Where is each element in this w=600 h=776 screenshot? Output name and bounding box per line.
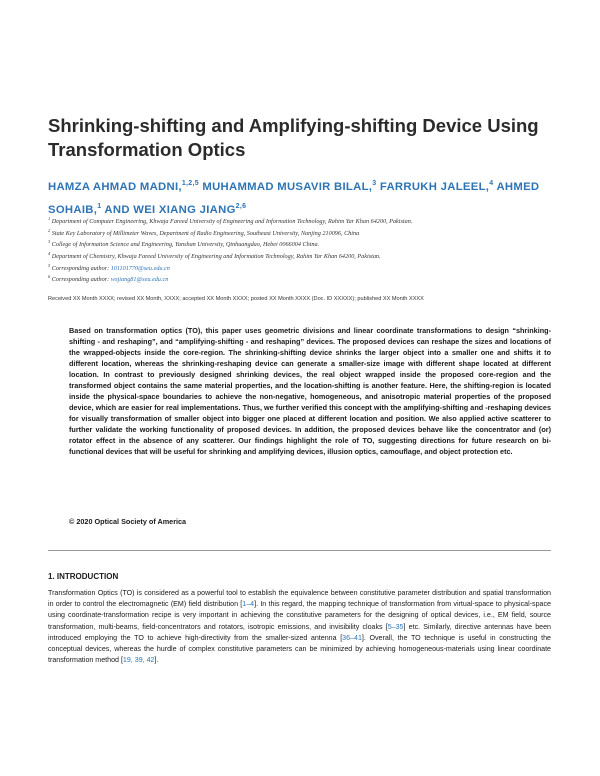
- author-name: MUHAMMAD MUSAVIR BILAL,: [202, 180, 373, 193]
- affiliation-item: [48, 273, 558, 285]
- intro-text: ] etc. Similarly, directive antennas have been introduced employing the TO to achieve high-directivity from the smaller-sized antenna [: [48, 622, 551, 642]
- author-name: HAMZA AHMAD MADNI,: [48, 180, 182, 193]
- author-name: FARRUKH JALEEL,: [379, 180, 490, 193]
- author-affiliation-marker: 1: [97, 202, 102, 210]
- affiliation-marker: 3: [48, 239, 51, 245]
- affiliation-text: Corresponding author:: [51, 264, 110, 272]
- author-affiliation-marker: 1,2,5: [181, 180, 199, 187]
- author-list: [48, 174, 568, 220]
- affiliation-marker: 5: [48, 262, 51, 268]
- citation-link[interactable]: 1–4: [242, 600, 255, 609]
- intro-text: ].: [154, 656, 159, 665]
- affiliation-list: [48, 215, 558, 285]
- author-affiliation-marker: 4: [489, 180, 494, 187]
- corresponding-email-link[interactable]: 101101770@seu.edu.cn: [110, 264, 170, 272]
- abstract: Based on transformation optics (TO), this paper uses geometric divisions and linear coordinate transformations to design “shrinking-shifting - and reshaping”, and “amplifying-shifting - and reshaping” devices. The proposed devices can reshape the sizes and locations of the wrapped-objects inside the core-region. The shrinking-shifting device shrinks the larger object into a smaller one and shifts it to different location, whereas the shrinking-reshaping device can generate a smaller-size image with different shape located at different location. In contrast to previously designed shrinking devices, the real object wrapped inside the proposed core-region and the transformed object contains the same material properties, and the location-shifting is another feature. Here, the shifting-region is located inside the physical-space boundaries to achieve the non-negative, homogeneous, and anisotropic material properties of the proposed device, which are easier for real implementations. Thus, we further verified this concept with the amplifying-shifting and -reshaping devices for visually transformation of smaller object into bigger one placed at different location and position. We also applied active scatterer to further validate the working functionality of proposed devices. In addition, the proposed devices behave like the concentrator and (or) rotator effect in the absence of any scatterer. Our findings highlight the role of TO, suggesting directions for future research on bi-functional devices that will be useful for shrinking and amplifying devices, illusion optics, camouflage, and object protection etc.: [69, 326, 551, 456]
- citation-link[interactable]: 36–41: [342, 633, 362, 642]
- affiliation-text: State Key Laboratory of Millimeter Waves, Department of Radio Engineering, Southeast University, Nanjing 210096, China: [51, 229, 360, 237]
- author-affiliation-marker: 3: [372, 180, 377, 187]
- author-name: AND WEI XIANG JIANG: [104, 203, 236, 216]
- citation-link[interactable]: 19, 39, 42: [122, 656, 155, 665]
- intro-text: ]. In this regard, the mapping technique of transformation from virtual-space to physical-space using coordinate-transformation recipe is very important in achieving the constitutive parameters for the designing of optical devices, i.e., EM field, source transformation, multi-beams, field-concentrators and rotators, isotropic emissions, and invisibility cloaks [: [48, 600, 551, 631]
- affiliation-marker: 6: [48, 274, 51, 280]
- affiliation-marker: 1: [48, 216, 51, 221]
- affiliation-marker: 2: [48, 227, 51, 233]
- affiliation-item: [48, 250, 558, 262]
- affiliation-marker: 4: [48, 250, 51, 256]
- affiliation-text: Department of Computer Engineering, Khwaja Fareed University of Engineering and Information Technology, Rahim Yar Khan 64200, Pakistan.: [51, 218, 413, 226]
- copyright-notice: © 2020 Optical Society of America: [69, 517, 187, 526]
- affiliation-text: Department of Chemistry, Khwaja Fareed University of Engineering and Information Technology, Rahim Yar Khan 64200, Pakistan.: [51, 253, 381, 261]
- intro-text: ]. Overall, the TO technique is useful in constructing the conceptual devices, whereas the hurdle of complex constitutive parameters can be minimized by achieving homogeneous-materials using linear coordinate transformation method [: [48, 633, 551, 665]
- affiliation-item: [48, 262, 558, 274]
- corresponding-email-link[interactable]: wxjiang81@seu.edu.cn: [110, 276, 169, 284]
- author-name: AHMED SOHAIB,: [48, 180, 540, 216]
- received-dates: Received XX Month XXXX; revised XX Month, XXXX; accepted XX Month XXXX; posted XX Month XXXX (Doc. ID XXXXX); published XX Month XXXX: [48, 296, 424, 302]
- author-affiliation-marker: 2,6: [235, 202, 247, 210]
- affiliation-item: [48, 227, 558, 239]
- affiliation-text: Corresponding author:: [51, 276, 110, 284]
- affiliation-item: [48, 238, 558, 250]
- section-divider: [48, 550, 551, 551]
- affiliation-text: College of Information Science and Engineering, Yanshan University, Qinhuangdao, Hebei 0066004 China.: [51, 241, 320, 249]
- paper-title: Shrinking-shifting and Amplifying-shifting Device Using Transformation Optics: [48, 115, 539, 160]
- section-heading-introduction: 1. INTRODUCTION: [48, 572, 119, 581]
- intro-text: Transformation Optics (TO) is considered as a powerful tool to establish the equivalence between constitutive parameter distribution and spatial transformation in order to control the electromagnetic (EM) field distribution [: [48, 589, 551, 609]
- introduction-paragraph: [48, 588, 551, 666]
- citation-link[interactable]: 5–35: [387, 622, 404, 631]
- affiliation-item: [48, 215, 558, 227]
